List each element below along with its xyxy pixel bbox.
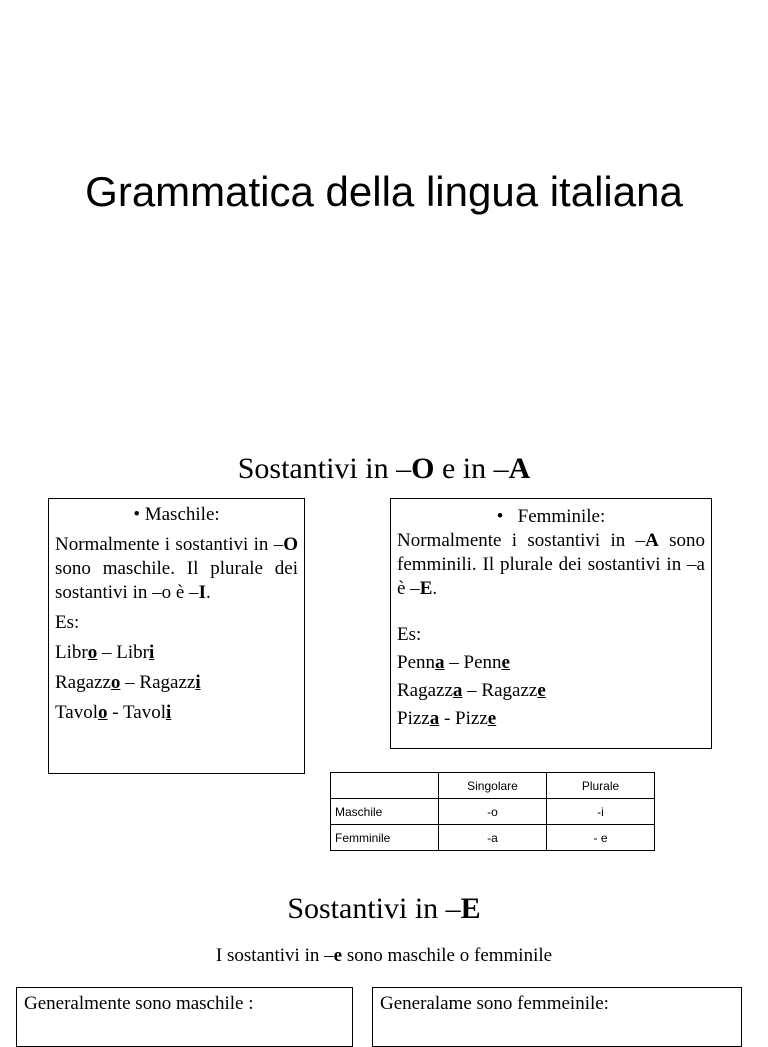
section-heading-e: Sostantivi in –E — [287, 892, 481, 925]
table-cell: -o — [439, 799, 547, 825]
table-header-row — [331, 773, 655, 799]
table-header-cell: Singolare — [439, 773, 547, 799]
table-cell: Femminile — [331, 825, 439, 851]
bullet-icon: • — [133, 504, 140, 525]
table-cell: -a — [439, 825, 547, 851]
box-title: Generalmente sono maschile : — [24, 993, 254, 1014]
page-title: Grammatica della lingua italiana — [85, 168, 683, 215]
table-cell: Maschile — [331, 799, 439, 825]
table-row — [331, 799, 655, 825]
example-row: Libro – Libri — [55, 642, 155, 663]
heading-text: Sostantivi in – — [237, 452, 412, 485]
example-row: Ragazza – Ragazze — [397, 680, 546, 701]
example-row: Pizza - Pizze — [397, 708, 497, 729]
heading-letter-o: O — [411, 452, 435, 485]
feminine-rule: Normalmente i sostantivi in –A sono femminili. Il plurale dei sostantivi in –a è –E. — [397, 530, 705, 599]
example-row: Tavolo - Tavoli — [55, 702, 172, 723]
table-cell: - e — [547, 825, 655, 851]
example-row: Ragazzo – Ragazzi — [55, 672, 201, 693]
table-row — [331, 825, 655, 851]
masculine-es-label: Es: — [55, 612, 80, 633]
box-title: Generalame sono femmeinile: — [380, 993, 609, 1014]
masculine-e-box — [16, 987, 353, 1047]
gender-table — [330, 772, 655, 851]
bullet-icon: • — [496, 506, 504, 527]
feminine-e-box — [372, 987, 742, 1047]
masculine-box — [48, 498, 305, 774]
table-header-cell: Plurale — [547, 773, 655, 799]
masculine-rule: Normalmente i sostantivi in –O sono maschile. Il plurale dei sostantivi in –o è –I. — [55, 534, 298, 603]
heading-letter-a: A — [508, 452, 531, 485]
heading-letter-e: E — [460, 892, 481, 925]
feminine-label-line — [397, 505, 705, 529]
table-cell: -i — [547, 799, 655, 825]
masculine-label: Maschile — [144, 504, 215, 525]
feminine-box — [390, 498, 712, 749]
table-header-cell — [331, 773, 439, 799]
section-heading-o-a — [0, 452, 768, 486]
feminine-label: Femminile: — [517, 506, 606, 527]
section-intro: I sostantivi in –e sono maschile o femminile — [215, 945, 553, 966]
feminine-es-label: Es: — [397, 624, 422, 645]
example-row: Penna – Penne — [397, 652, 510, 673]
masculine-label-line: • Maschile: — [133, 504, 220, 525]
heading-text: e in – — [434, 452, 509, 485]
